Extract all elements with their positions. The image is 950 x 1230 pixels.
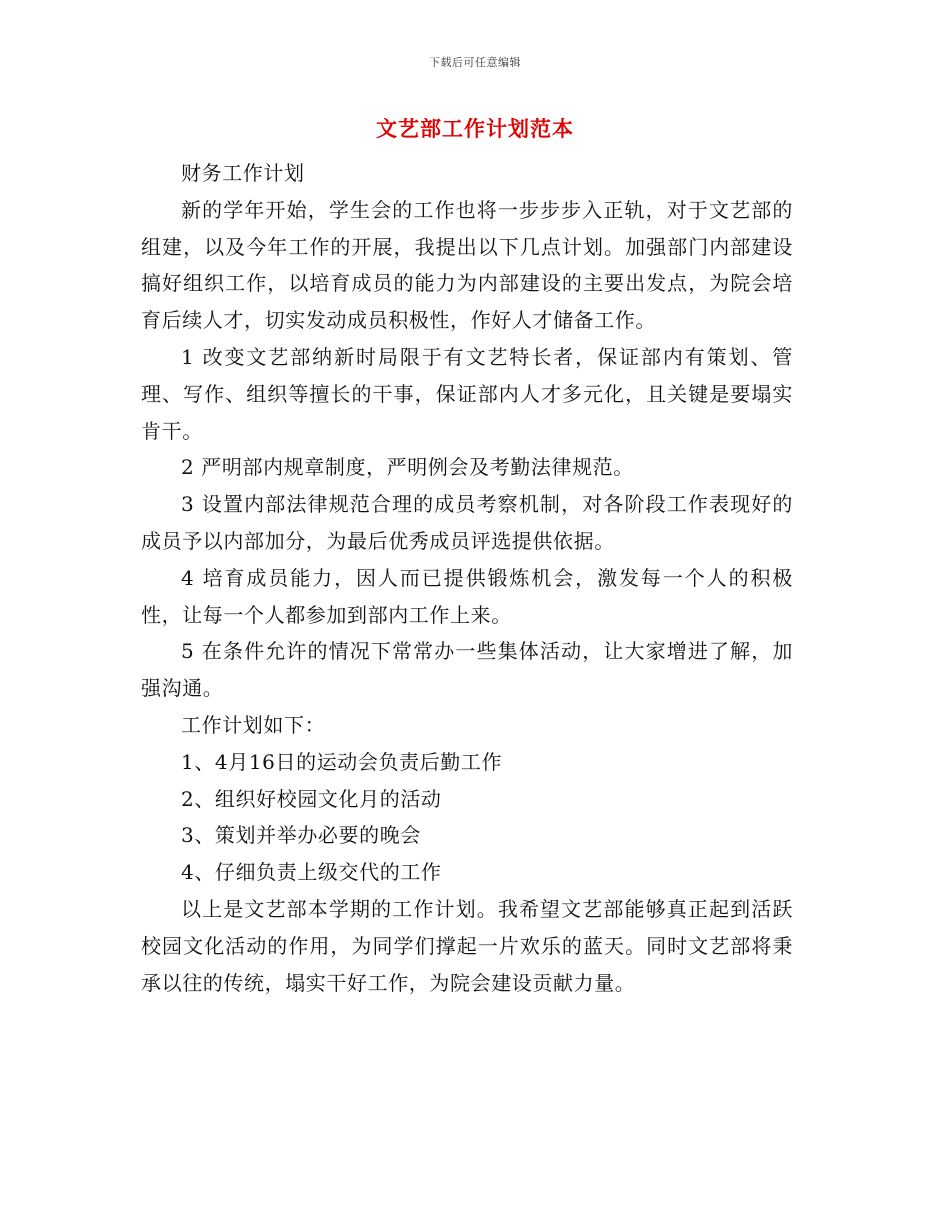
paragraph-point-3: 3 设置内部法律规范合理的成员考察机制，对各阶段工作表现好的成员予以内部加分，为最后优秀成员评选提供依据。 — [141, 492, 793, 553]
header-note: 下载后可任意编辑 — [429, 56, 521, 69]
paragraph-point-5: 5 在条件允许的情况下常常办一些集体活动，让大家增进了解，加强沟通。 — [141, 639, 793, 701]
paragraph-intro: 新的学年开始，学生会的工作也将一步步步入正轨，对于文艺部的组建，以及今年工作的开展，我提出以下几点计划。加强部门内部建设搞好组织工作，以培育成员的能力为内部建设的主要出发点，为院会培育后续人才，切实发动成员积极性，作好人才储备工作。 — [141, 197, 793, 333]
plan-item-2: 2、组织好校园文化月的活动 — [181, 786, 442, 811]
paragraph-point-2: 2 严明部内规章制度，严明例会及考勤法律规范。 — [181, 455, 634, 480]
paragraph-point-4: 4 培育成员能力，因人而已提供锻炼机会，激发每一个人的积极性，让每一个人都参加到部内工作上来。 — [141, 565, 793, 627]
plan-item-3: 3、策划并举办必要的晚会 — [181, 823, 421, 848]
plan-item-1: 1、4月16日的运动会负责后勤工作 — [181, 749, 503, 774]
document-title: 文艺部工作计划范本 — [376, 116, 574, 141]
plan-item-4: 4、仔细负责上级交代的工作 — [181, 860, 442, 885]
paragraph-conclusion: 以上是文艺部本学期的工作计划。我希望文艺部能够真正起到活跃校园文化活动的作用，为同学们撑起一片欢乐的蓝天。同时文艺部将秉承以往的传统，塌实干好工作，为院会建设贡献力量。 — [141, 896, 793, 995]
paragraph-plan-heading: 工作计划如下： — [181, 712, 326, 737]
paragraph-point-1: 1 改变文艺部纳新时局限于有文艺特长者，保证部内有策划、管理、写作、组织等擅长的干事，保证部内人才多元化，且关键是要塌实肯干。 — [141, 344, 793, 443]
paragraph-subtitle: 财务工作计划 — [181, 161, 305, 185]
document-body — [141, 155, 793, 1001]
